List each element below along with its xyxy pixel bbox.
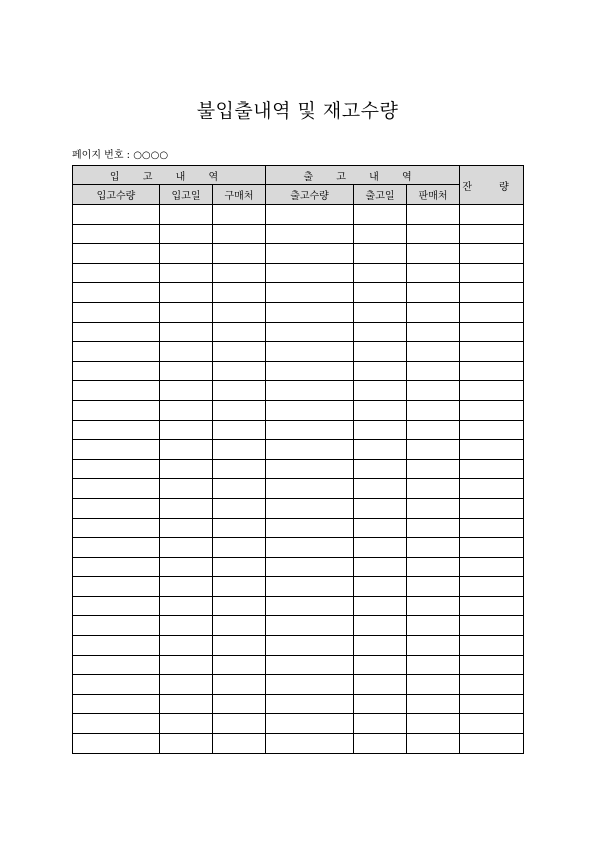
incoming-qty-cell xyxy=(73,342,160,362)
outgoing-qty-cell xyxy=(266,381,354,401)
incoming-date-cell xyxy=(160,302,213,322)
outgoing-qty-cell xyxy=(266,498,354,518)
outgoing-qty-cell xyxy=(266,538,354,558)
table-row xyxy=(73,694,524,714)
outgoing-date-cell xyxy=(354,636,407,656)
balance-cell xyxy=(460,577,524,597)
supplier-cell xyxy=(213,400,266,420)
balance-cell xyxy=(460,734,524,754)
outgoing-qty-cell xyxy=(266,342,354,362)
supplier-cell xyxy=(213,322,266,342)
outgoing-qty-cell xyxy=(266,205,354,225)
table-row xyxy=(73,557,524,577)
ledger-body xyxy=(73,205,524,754)
incoming-date-cell xyxy=(160,322,213,342)
incoming-date-cell xyxy=(160,361,213,381)
incoming-qty-cell xyxy=(73,714,160,734)
buyer-cell xyxy=(407,675,460,695)
outgoing-date-cell xyxy=(354,342,407,362)
buyer-cell xyxy=(407,459,460,479)
incoming-qty-cell xyxy=(73,557,160,577)
table-row xyxy=(73,714,524,734)
incoming-date-cell xyxy=(160,420,213,440)
table-row xyxy=(73,459,524,479)
table-row xyxy=(73,342,524,362)
supplier-cell xyxy=(213,694,266,714)
balance-cell xyxy=(460,263,524,283)
buyer-cell xyxy=(407,479,460,499)
outgoing-date-cell xyxy=(354,675,407,695)
outgoing-qty-cell xyxy=(266,714,354,734)
balance-header: 잔 량 xyxy=(460,166,524,205)
table-row xyxy=(73,420,524,440)
supplier-cell xyxy=(213,361,266,381)
outgoing-date-cell xyxy=(354,302,407,322)
table-row xyxy=(73,538,524,558)
table-row xyxy=(73,675,524,695)
outgoing-qty-cell xyxy=(266,302,354,322)
balance-cell xyxy=(460,636,524,656)
balance-cell xyxy=(460,224,524,244)
supplier-cell xyxy=(213,283,266,303)
outgoing-date-cell xyxy=(354,440,407,460)
table-row xyxy=(73,263,524,283)
outgoing-date-cell xyxy=(354,400,407,420)
supplier-cell xyxy=(213,616,266,636)
outgoing-qty-cell xyxy=(266,479,354,499)
buyer-cell xyxy=(407,205,460,225)
incoming-date-cell xyxy=(160,596,213,616)
buyer-cell xyxy=(407,322,460,342)
outgoing-qty-cell xyxy=(266,675,354,695)
supplier-cell xyxy=(213,557,266,577)
outgoing-qty-cell xyxy=(266,616,354,636)
incoming-date-header: 입고일 xyxy=(160,185,213,205)
balance-cell xyxy=(460,714,524,734)
buyer-cell xyxy=(407,244,460,264)
incoming-date-cell xyxy=(160,714,213,734)
incoming-date-cell xyxy=(160,636,213,656)
incoming-qty-header: 입고수량 xyxy=(73,185,160,205)
outgoing-date-cell xyxy=(354,518,407,538)
outgoing-date-cell xyxy=(354,557,407,577)
incoming-date-cell xyxy=(160,479,213,499)
outgoing-qty-cell xyxy=(266,322,354,342)
table-row xyxy=(73,655,524,675)
buyer-cell xyxy=(407,263,460,283)
balance-cell xyxy=(460,342,524,362)
buyer-cell xyxy=(407,498,460,518)
table-row xyxy=(73,283,524,303)
outgoing-qty-header: 출고수량 xyxy=(266,185,354,205)
incoming-date-cell xyxy=(160,577,213,597)
supplier-cell xyxy=(213,224,266,244)
supplier-cell xyxy=(213,479,266,499)
incoming-qty-cell xyxy=(73,224,160,244)
supplier-cell xyxy=(213,538,266,558)
incoming-qty-cell xyxy=(73,694,160,714)
outgoing-date-cell xyxy=(354,459,407,479)
balance-cell xyxy=(460,596,524,616)
incoming-date-cell xyxy=(160,538,213,558)
incoming-qty-cell xyxy=(73,459,160,479)
supplier-cell xyxy=(213,302,266,322)
buyer-cell xyxy=(407,655,460,675)
incoming-qty-cell xyxy=(73,538,160,558)
outgoing-qty-cell xyxy=(266,459,354,479)
outgoing-date-cell xyxy=(354,616,407,636)
balance-cell xyxy=(460,381,524,401)
buyer-cell xyxy=(407,518,460,538)
balance-cell xyxy=(460,302,524,322)
table-row xyxy=(73,400,524,420)
incoming-date-cell xyxy=(160,655,213,675)
outgoing-qty-cell xyxy=(266,596,354,616)
supplier-cell xyxy=(213,342,266,362)
balance-cell xyxy=(460,244,524,264)
supplier-cell xyxy=(213,205,266,225)
incoming-qty-cell xyxy=(73,479,160,499)
balance-cell xyxy=(460,479,524,499)
incoming-date-cell xyxy=(160,734,213,754)
outgoing-qty-cell xyxy=(266,283,354,303)
outgoing-qty-cell xyxy=(266,636,354,656)
outgoing-qty-cell xyxy=(266,400,354,420)
buyer-cell xyxy=(407,557,460,577)
incoming-qty-cell xyxy=(73,655,160,675)
outgoing-qty-cell xyxy=(266,440,354,460)
balance-cell xyxy=(460,694,524,714)
outgoing-qty-cell xyxy=(266,263,354,283)
outgoing-qty-cell xyxy=(266,557,354,577)
table-row xyxy=(73,381,524,401)
outgoing-group-header: 출 고 내 역 xyxy=(266,166,460,185)
balance-cell xyxy=(460,283,524,303)
outgoing-date-cell xyxy=(354,381,407,401)
incoming-date-cell xyxy=(160,675,213,695)
buyer-cell xyxy=(407,694,460,714)
table-row xyxy=(73,224,524,244)
supplier-cell xyxy=(213,263,266,283)
buyer-cell xyxy=(407,224,460,244)
buyer-cell xyxy=(407,283,460,303)
table-row xyxy=(73,616,524,636)
outgoing-date-cell xyxy=(354,538,407,558)
supplier-header: 구매처 xyxy=(213,185,266,205)
outgoing-date-cell xyxy=(354,283,407,303)
incoming-qty-cell xyxy=(73,577,160,597)
balance-cell xyxy=(460,655,524,675)
buyer-cell xyxy=(407,734,460,754)
table-row xyxy=(73,361,524,381)
incoming-date-cell xyxy=(160,381,213,401)
incoming-date-cell xyxy=(160,283,213,303)
balance-cell xyxy=(460,400,524,420)
buyer-cell xyxy=(407,636,460,656)
outgoing-date-cell xyxy=(354,263,407,283)
supplier-cell xyxy=(213,498,266,518)
group-header-row xyxy=(73,166,524,185)
page-number-label: 페이지 번호 : ○○○○ xyxy=(72,150,169,161)
balance-cell xyxy=(460,518,524,538)
balance-cell xyxy=(460,205,524,225)
outgoing-qty-cell xyxy=(266,655,354,675)
table-row xyxy=(73,479,524,499)
inventory-ledger-table xyxy=(72,165,524,754)
incoming-qty-cell xyxy=(73,596,160,616)
outgoing-qty-cell xyxy=(266,518,354,538)
outgoing-qty-cell xyxy=(266,577,354,597)
buyer-cell xyxy=(407,440,460,460)
supplier-cell xyxy=(213,577,266,597)
document-title: 불입출내역 및 재고수량 xyxy=(196,100,399,122)
table-row xyxy=(73,498,524,518)
incoming-qty-cell xyxy=(73,302,160,322)
buyer-cell xyxy=(407,714,460,734)
supplier-cell xyxy=(213,440,266,460)
outgoing-date-cell xyxy=(354,224,407,244)
table-row xyxy=(73,518,524,538)
buyer-cell xyxy=(407,538,460,558)
outgoing-date-cell xyxy=(354,714,407,734)
table-row xyxy=(73,244,524,264)
incoming-qty-cell xyxy=(73,205,160,225)
incoming-date-cell xyxy=(160,400,213,420)
incoming-date-cell xyxy=(160,459,213,479)
incoming-group-header: 입 고 내 역 xyxy=(73,166,266,185)
outgoing-date-cell xyxy=(354,322,407,342)
supplier-cell xyxy=(213,518,266,538)
balance-cell xyxy=(460,322,524,342)
table-row xyxy=(73,577,524,597)
incoming-qty-cell xyxy=(73,400,160,420)
supplier-cell xyxy=(213,675,266,695)
incoming-date-cell xyxy=(160,224,213,244)
outgoing-qty-cell xyxy=(266,244,354,264)
incoming-date-cell xyxy=(160,694,213,714)
outgoing-qty-cell xyxy=(266,224,354,244)
balance-cell xyxy=(460,361,524,381)
buyer-cell xyxy=(407,616,460,636)
balance-cell xyxy=(460,557,524,577)
outgoing-date-cell xyxy=(354,694,407,714)
balance-cell xyxy=(460,440,524,460)
supplier-cell xyxy=(213,420,266,440)
outgoing-qty-cell xyxy=(266,694,354,714)
supplier-cell xyxy=(213,636,266,656)
incoming-qty-cell xyxy=(73,636,160,656)
outgoing-qty-cell xyxy=(266,734,354,754)
incoming-date-cell xyxy=(160,440,213,460)
outgoing-date-cell xyxy=(354,734,407,754)
incoming-qty-cell xyxy=(73,361,160,381)
incoming-qty-cell xyxy=(73,518,160,538)
table-row xyxy=(73,734,524,754)
buyer-cell xyxy=(407,577,460,597)
table-row xyxy=(73,636,524,656)
outgoing-date-cell xyxy=(354,596,407,616)
incoming-qty-cell xyxy=(73,263,160,283)
incoming-qty-cell xyxy=(73,498,160,518)
outgoing-date-cell xyxy=(354,361,407,381)
supplier-cell xyxy=(213,734,266,754)
balance-cell xyxy=(460,616,524,636)
incoming-date-cell xyxy=(160,342,213,362)
incoming-date-cell xyxy=(160,616,213,636)
supplier-cell xyxy=(213,244,266,264)
sub-header-row xyxy=(73,185,524,205)
incoming-qty-cell xyxy=(73,440,160,460)
incoming-qty-cell xyxy=(73,420,160,440)
table-row xyxy=(73,302,524,322)
balance-cell xyxy=(460,420,524,440)
incoming-qty-cell xyxy=(73,381,160,401)
buyer-header: 판매처 xyxy=(407,185,460,205)
incoming-date-cell xyxy=(160,518,213,538)
buyer-cell xyxy=(407,596,460,616)
incoming-qty-cell xyxy=(73,283,160,303)
supplier-cell xyxy=(213,459,266,479)
outgoing-date-cell xyxy=(354,420,407,440)
buyer-cell xyxy=(407,342,460,362)
incoming-date-cell xyxy=(160,557,213,577)
supplier-cell xyxy=(213,596,266,616)
incoming-qty-cell xyxy=(73,675,160,695)
outgoing-date-cell xyxy=(354,577,407,597)
balance-cell xyxy=(460,538,524,558)
buyer-cell xyxy=(407,420,460,440)
incoming-qty-cell xyxy=(73,322,160,342)
incoming-qty-cell xyxy=(73,244,160,264)
buyer-cell xyxy=(407,381,460,401)
supplier-cell xyxy=(213,655,266,675)
supplier-cell xyxy=(213,714,266,734)
balance-cell xyxy=(460,498,524,518)
incoming-date-cell xyxy=(160,205,213,225)
incoming-date-cell xyxy=(160,244,213,264)
incoming-qty-cell xyxy=(73,734,160,754)
table-row xyxy=(73,322,524,342)
buyer-cell xyxy=(407,361,460,381)
outgoing-date-cell xyxy=(354,244,407,264)
table-row xyxy=(73,205,524,225)
table-row xyxy=(73,440,524,460)
supplier-cell xyxy=(213,381,266,401)
buyer-cell xyxy=(407,400,460,420)
incoming-date-cell xyxy=(160,498,213,518)
outgoing-qty-cell xyxy=(266,361,354,381)
incoming-date-cell xyxy=(160,263,213,283)
outgoing-date-cell xyxy=(354,655,407,675)
outgoing-qty-cell xyxy=(266,420,354,440)
table-row xyxy=(73,596,524,616)
balance-cell xyxy=(460,675,524,695)
outgoing-date-cell xyxy=(354,479,407,499)
outgoing-date-header: 출고일 xyxy=(354,185,407,205)
outgoing-date-cell xyxy=(354,205,407,225)
outgoing-date-cell xyxy=(354,498,407,518)
balance-cell xyxy=(460,459,524,479)
buyer-cell xyxy=(407,302,460,322)
incoming-qty-cell xyxy=(73,616,160,636)
